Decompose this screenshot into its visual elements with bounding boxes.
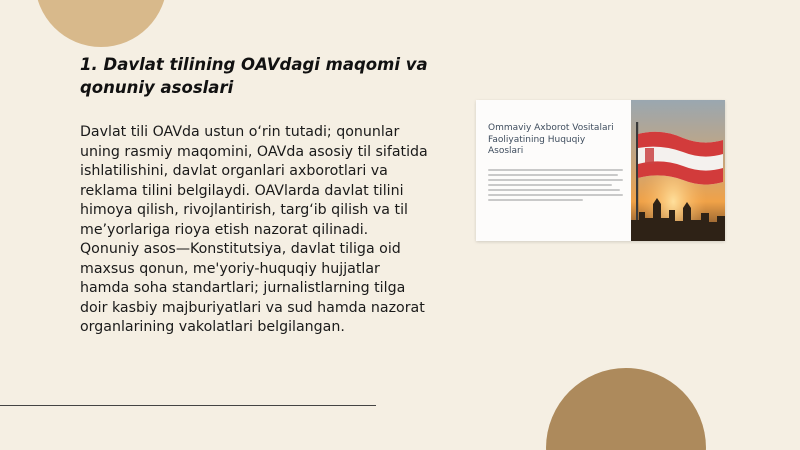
decorative-circle-bottom (546, 368, 706, 450)
thumbnail-text-line (488, 169, 623, 171)
flag-photo (631, 100, 725, 241)
thumbnail-text-line (488, 179, 623, 181)
thumbnail-text-line (488, 184, 612, 186)
decorative-circle-top (35, 0, 167, 47)
thumbnail-image (476, 100, 725, 241)
thumbnail-text-line (488, 174, 618, 176)
thumbnail-text-line (488, 189, 620, 191)
thumbnail-text-panel (476, 100, 631, 241)
slide-title: 1. Davlat tilining OAVdagi maqomi va qonuniy asoslari (80, 55, 428, 97)
thumbnail-text-line (488, 194, 623, 196)
divider-line (0, 405, 376, 406)
thumbnail-title: Ommaviy Axborot Vositalari Faoliyatining Huquqiy Asoslari (488, 123, 614, 156)
flag-photo-svg (631, 100, 725, 241)
thumbnail-text-lines (488, 169, 623, 204)
slide-body-text: Davlat tili OAVda ustun o‘rin tutadi; qonunlar uning rasmiy maqomini, OAVda asosiy til sifatida ishlatilishini, davlat organlari axborotlari va reklama tilini belgilaydi. OAVlarda davlat tilini himoya qilish, rivojlantirish, targ‘ib qilish va til me’yorlariga rioya etish nazorat qilinadi. Qonuniy asos—Konstitutsiya, davlat tiliga oid maxsus qonun, me'yoriy-huquqiy hujjatlar hamda soha standartlari; jurnalistlarning tilga doir kasbiy majburiyatlari va sud hamda nazorat organlarining vakolatlari belgilangan. (80, 124, 428, 335)
thumbnail-text-line (488, 199, 583, 201)
